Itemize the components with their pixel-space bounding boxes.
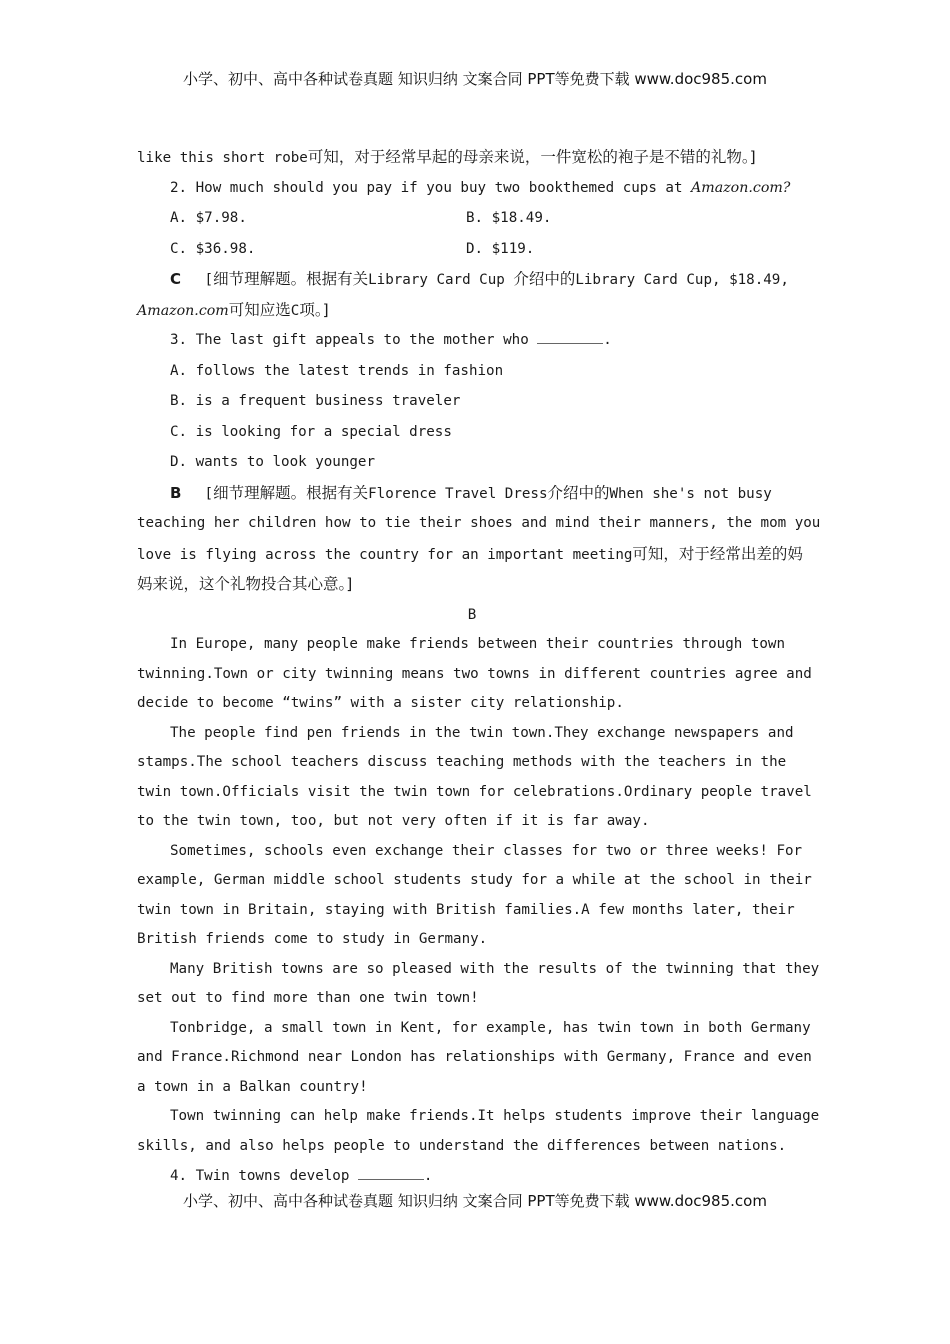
document-body bbox=[137, 142, 821, 1192]
bracket: [ bbox=[196, 272, 214, 288]
question-3-end: . bbox=[603, 332, 612, 348]
explanation-english: like this short robe bbox=[137, 150, 308, 166]
option-d: D. $119. bbox=[466, 240, 535, 257]
prev-explanation-end bbox=[137, 142, 817, 173]
passage-line: twin town.Officials visit the twin town for celebrations.Ordinary people travel bbox=[137, 783, 812, 800]
passage-line: set out to find more than one twin town! bbox=[137, 990, 479, 1006]
question-2-options-row-2 bbox=[137, 234, 817, 265]
explanation-chinese: 可知，对于经常出差的妈 bbox=[632, 544, 803, 563]
explanation-chinese: 可知应选 bbox=[228, 300, 291, 319]
passage-line: Tonbridge, a small town in Kent, for example, has twin town in both Germany bbox=[170, 1019, 811, 1036]
passage-line: The people find pen friends in the twin town.They exchange newspapers and bbox=[170, 724, 794, 741]
question-3-explanation-line-3 bbox=[137, 539, 817, 570]
explanation-chinese: 细节理解题。根据有关 bbox=[213, 483, 369, 502]
question-2-explanation-line-2 bbox=[137, 295, 817, 326]
explanation-english: When she's not busy bbox=[609, 485, 772, 502]
question-2 bbox=[137, 173, 817, 204]
explanation-chinese: 介绍中的 bbox=[513, 270, 576, 288]
explanation-chinese: 细节理解题。根据有关 bbox=[213, 270, 369, 288]
passage-line: Sometimes, schools even exchange their classes for two or three weeks! For bbox=[170, 842, 803, 859]
option-b: B. $18.49. bbox=[466, 210, 552, 226]
bracket: [ bbox=[196, 485, 214, 502]
passage-line: twinning.Town or city twinning means two towns in different countries agree and bbox=[137, 665, 812, 682]
passage-line: twin town in Britain, staying with British families.A few months later, their bbox=[137, 901, 795, 918]
passage-line: stamps.The school teachers discuss teaching methods with the teachers in the bbox=[137, 754, 787, 770]
answer-letter: C bbox=[170, 270, 182, 288]
passage-line: Town twinning can help make friends.It helps students improve their language bbox=[170, 1108, 820, 1124]
page-footer-watermark: 小学、初中、高中各种试卷真题 知识归纳 文案合同 PPT等免费下载 www.doc985.com bbox=[183, 1192, 767, 1210]
passage-line: Many British towns are so pleased with the results of the twinning that they bbox=[170, 960, 820, 977]
explanation-chinese: 项。] bbox=[299, 300, 329, 319]
question-3-option-a: A. follows the latest trends in fashion bbox=[170, 362, 504, 379]
question-3-explanation-line-2: teaching her children how to tie their shoes and mind their manners, the mom you bbox=[137, 515, 821, 531]
explanation-site: Amazon.com bbox=[137, 302, 229, 319]
explanation-english: love is flying across the country for an important meeting bbox=[137, 546, 633, 563]
question-3-explanation-line-1 bbox=[137, 478, 817, 509]
question-2-explanation-line-1 bbox=[137, 264, 817, 295]
passage-line: British friends come to study in Germany. bbox=[137, 931, 488, 947]
question-3-text: 3. The last gift appeals to the mother who bbox=[170, 332, 538, 348]
passage-line: decide to become “twins” with a sister city relationship. bbox=[137, 695, 624, 711]
question-2-options-row-1 bbox=[137, 203, 817, 234]
passage-line: In Europe, many people make friends between their countries through town bbox=[170, 636, 785, 652]
question-3 bbox=[137, 325, 817, 356]
page-header-watermark: 小学、初中、高中各种试卷真题 知识归纳 文案合同 PPT等免费下载 www.doc985.com bbox=[183, 70, 767, 88]
option-c: C. $36.98. bbox=[170, 240, 256, 257]
answer-blank bbox=[358, 1167, 424, 1180]
passage-line: skills, and also helps people to understand the differences between nations. bbox=[137, 1137, 787, 1154]
explanation-english: Library Card Cup, $18.49, bbox=[575, 272, 789, 288]
explanation-english: Florence Travel Dress bbox=[368, 485, 548, 502]
section-b-title: B bbox=[467, 606, 477, 623]
question-4-text: 4. Twin towns develop bbox=[170, 1168, 358, 1184]
passage-line: example, German middle school students study for a while at the school in their bbox=[137, 872, 812, 888]
explanation-english: Library Card Cup bbox=[368, 272, 514, 288]
question-3-option-c: C. is looking for a special dress bbox=[170, 423, 452, 440]
question-4 bbox=[137, 1161, 817, 1192]
answer-blank bbox=[537, 331, 603, 344]
passage-line: and France.Richmond near London has relationships with Germany, France and even bbox=[137, 1049, 812, 1065]
question-2-site: Amazon.com? bbox=[691, 179, 791, 196]
explanation-chinese: 介绍中的 bbox=[547, 483, 610, 502]
question-3-option-d: D. wants to look younger bbox=[170, 454, 375, 470]
passage-line: to the twin town, too, but not very often if it is far away. bbox=[137, 813, 650, 829]
explanation-chinese: 可知，对于经常早起的母亲来说，一件宽松的袍子是不错的礼物。] bbox=[307, 148, 756, 166]
question-3-explanation-line-4: 妈来说，这个礼物投合其心意。] bbox=[137, 575, 353, 593]
answer-letter: B bbox=[170, 483, 182, 502]
explanation-english: C bbox=[290, 302, 300, 319]
passage-line: a town in a Balkan country! bbox=[137, 1078, 368, 1095]
question-4-end: . bbox=[423, 1168, 433, 1184]
option-a: A. $7.98. bbox=[170, 210, 247, 226]
question-2-text: 2. How much should you pay if you buy two bookthemed cups at bbox=[170, 179, 692, 196]
question-3-option-b: B. is a frequent business traveler bbox=[170, 393, 461, 409]
